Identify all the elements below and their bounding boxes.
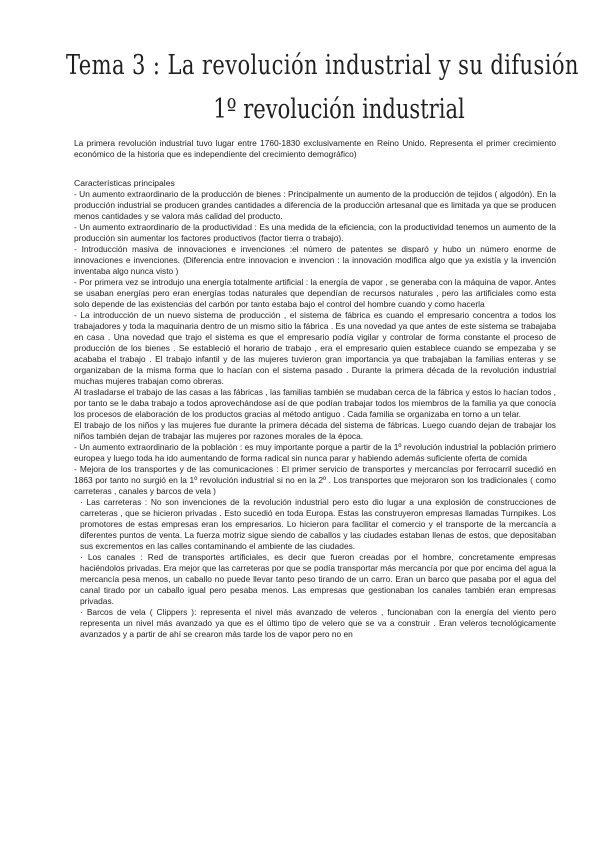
list-item: - Introducción masiva de innovaciones e invenciones :el número de patentes se disparó y hubo un número enorme de innovaciones e invenciones. (Diferencia entre innovacion e invencion : la innovación modifica algo que ya existía y la invención inventaba algo nunca visto ) xyxy=(74,244,556,276)
list-item: - Un aumento extraordinario de la producción de bienes : Principalmente un aumento de la producción de tejidos ( algodón). En la producción industrial se producen grandes cantidades a diferencia de la producción artesanal que es limitada ya que se producen menos cantidades y se valora más calidad del producto. xyxy=(74,189,556,221)
list-item: - La introducción de un nuevo sistema de producción , el sistema de fábrica es cuando el empresario concentra a todos los trabajadores y toda la maquinaria dentro de un mismo sitio la fábrica . Es una novedad ya que antes de este sistema se trabajaba en casa . Una novedad que trajo el sistema es que el empresario podía vigilar y controlar de forma constante el proceso de producción de los bienes . Se estableció el horario de trabajo , era el empresario quien establece cuando se empezaba y se acababa el trabajo . El trabajo infantil y de las mujeres tuvieron gran importancia ya que trabajaban la familias enteras y se organizaban de la misma forma que lo hacían con el sistema pasado . Durante la primera década de la revolución industrial muchas mujeres trabajan como obreras. xyxy=(74,310,556,386)
list-item: - Un aumento extraordinario de la productividad : Es una medida de la eficiencia, con la productividad tenemos un aumento de la producción sin aumentar los factores productivos (factor tierra o trabajo). xyxy=(74,222,556,243)
sub-list-item: · Los canales : Red de transportes artificiales, es decir que fueron creadas por el hombre, concretamente empresas haciéndolos privadas. Era mejor que las carreteras por que se podía transportar más mercancía por que por encima del agua la mercancía pesa menos, un caballo no puede llevar tanto peso tirando de un carro. Eran un barco que pasaba por el agua del canal tirado por un caballo igual pero pesaba menos. Las empresas que gestionaban los canales también eran empresas privadas. xyxy=(80,552,556,606)
spacer xyxy=(74,160,556,178)
document-body xyxy=(74,138,556,640)
sub-list-item: · Barcos de vela ( Clippers ): representa el nivel más avanzado de veleros , funcionaban con la energía del viento pero representa un nivel más avanzado ya que es el último tipo de velero que se va a construir . Eran veleros tecnológicamente avanzados y a partir de ahí se crearon más tarde los de vapor pero no en xyxy=(80,607,556,639)
list-item: Al trasladarse el trabajo de las casas a las fábricas , las familias también se mudaban cerca de la fábrica y estos lo hacían todos , por tanto se le daba trabajo a todos aprovechándose así de que podían trabajar todos los miembros de la familia ya que conocía los procesos de elaboración de los productos gracias al método antiguo . Cada familia se organizaba en torno a un telar. xyxy=(74,387,556,419)
section-heading: Características principales xyxy=(74,178,175,188)
transport-sublist xyxy=(80,497,556,640)
sub-list-item: · Las carreteras : No son invenciones de la revolución industrial pero esto dio lugar a una explosión de construcciones de carreteras , que se hicieron privadas . Esto sucedió en toda Europa. Estas las construyeron empresas llamadas Turnpikes. Los promotores de estas empresas eran los empresarios. Lo hicieron para facilitar el comercio y el transporte de la mercancía a diferentes puntos de venta. La fuerza motriz sigue siendo de caballos y las ciudades estaban llenas de estos, que depositaban sus excrementos en las calles contaminando el ambiente de las ciudades. xyxy=(80,497,556,551)
list-item: - Mejora de los transportes y de las comunicaciones : El primer servicio de transportes y mercancías por ferrocarril sucedió en 1863 por tanto no surgió en la 1º revolución industrial si no en la 2º . Los transportes que mejoraron son los tradicionales ( como carreteras , canales y barcos de vela ) xyxy=(74,464,556,496)
list-item: - Por primera vez se introdujo una energía totalmente artificial : la energía de vapor , se generaba con la máquina de vapor. Antes se usaban energías pero eran energías todas naturales que dependían de recursos naturales , pero las artificiales como esta solo depende de las existencias del carbón por tanto estaba bajo el control del hombre cuando y como hacerla xyxy=(74,277,556,309)
document-subtitle: 1º revolución industrial xyxy=(213,94,465,125)
intro-paragraph: La primera revolución industrial tuvo lugar entre 1760-1830 exclusivamente en Reino Unido. Representa el primer crecimiento económico de la historia que es independiente del crecimiento demográfico) xyxy=(74,138,556,159)
list-item: - Un aumento extraordinario de la población : es muy importante porque a partir de la 1º revolución industrial la población primero europea y luego toda ha ido aumentando de forma radical sin nunca parar y habiendo además suficiente oferta de comida xyxy=(74,442,556,463)
list-item: El trabajo de los niños y las mujeres fue durante la primera década del sistema de fábricas. Luego cuando dejan de trabajar los niños también dejan de trabajar las mujeres por razones morales de la época. xyxy=(74,420,556,441)
document-title: Tema 3 : La revolución industrial y su difusión xyxy=(66,50,579,81)
